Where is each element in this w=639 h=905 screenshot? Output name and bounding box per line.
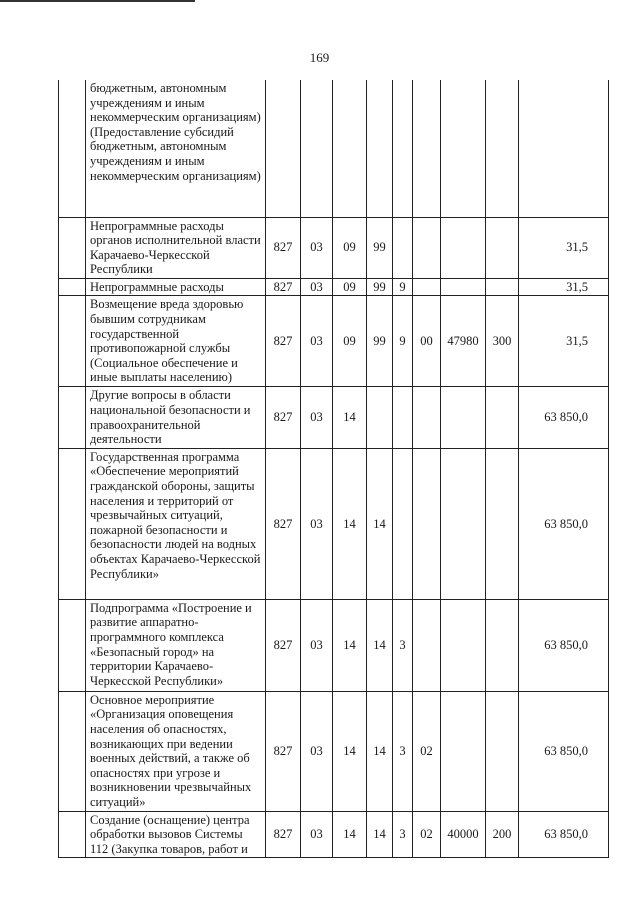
expense-type-cell bbox=[486, 80, 519, 217]
subprogram-code-cell bbox=[393, 217, 413, 278]
expense-type-cell bbox=[486, 217, 519, 278]
program-code-cell: 99 bbox=[367, 278, 393, 296]
amount-cell: 63 850,0 bbox=[519, 599, 609, 691]
direction-code-cell bbox=[441, 448, 486, 599]
subsection-code-cell bbox=[333, 80, 367, 217]
event-code-cell bbox=[413, 278, 441, 296]
table-row bbox=[59, 448, 609, 599]
expense-type-cell bbox=[486, 387, 519, 448]
top-rule bbox=[0, 0, 195, 2]
table-row bbox=[59, 278, 609, 296]
direction-code-cell: 40000 bbox=[441, 811, 486, 858]
section-code-cell: 03 bbox=[301, 217, 333, 278]
section-code-cell: 03 bbox=[301, 296, 333, 387]
row-number-cell bbox=[59, 387, 86, 448]
ministry-code-cell: 827 bbox=[266, 278, 301, 296]
section-code-cell: 03 bbox=[301, 691, 333, 811]
program-code-cell bbox=[367, 80, 393, 217]
ministry-code-cell: 827 bbox=[266, 296, 301, 387]
amount-cell: 63 850,0 bbox=[519, 691, 609, 811]
subsection-code-cell: 09 bbox=[333, 296, 367, 387]
amount-cell bbox=[519, 80, 609, 217]
subsection-code-cell: 14 bbox=[333, 448, 367, 599]
table-row bbox=[59, 811, 609, 858]
expense-type-cell bbox=[486, 278, 519, 296]
ministry-code-cell: 827 bbox=[266, 599, 301, 691]
amount-cell: 31,5 bbox=[519, 296, 609, 387]
direction-code-cell: 47980 bbox=[441, 296, 486, 387]
section-code-cell: 03 bbox=[301, 448, 333, 599]
expense-type-cell bbox=[486, 448, 519, 599]
event-code-cell: 00 bbox=[413, 296, 441, 387]
program-code-cell: 14 bbox=[367, 599, 393, 691]
subsection-code-cell: 14 bbox=[333, 811, 367, 858]
direction-code-cell bbox=[441, 599, 486, 691]
amount-cell: 31,5 bbox=[519, 278, 609, 296]
event-code-cell: 02 bbox=[413, 811, 441, 858]
program-code-cell: 99 bbox=[367, 296, 393, 387]
program-code-cell: 14 bbox=[367, 691, 393, 811]
direction-code-cell bbox=[441, 387, 486, 448]
budget-table bbox=[58, 80, 609, 858]
page-number: 169 bbox=[309, 50, 330, 65]
ministry-code-cell bbox=[266, 80, 301, 217]
section-code-cell: 03 bbox=[301, 599, 333, 691]
subprogram-code-cell: 3 bbox=[393, 811, 413, 858]
event-code-cell bbox=[413, 448, 441, 599]
row-number-cell bbox=[59, 599, 86, 691]
direction-code-cell bbox=[441, 217, 486, 278]
subprogram-code-cell bbox=[393, 80, 413, 217]
table-row bbox=[59, 691, 609, 811]
section-code-cell bbox=[301, 80, 333, 217]
expense-name-cell: Возмещение вреда здоровью бывшим сотрудникам государственной противопожарной службы (Социальное обеспечение и иные выплаты населению) bbox=[86, 296, 266, 387]
event-code-cell bbox=[413, 80, 441, 217]
expense-type-cell: 200 bbox=[486, 811, 519, 858]
expense-name-cell: Создание (оснащение) центра обработки вызовов Системы 112 (Закупка товаров, работ и bbox=[86, 811, 266, 858]
ministry-code-cell: 827 bbox=[266, 811, 301, 858]
program-code-cell: 14 bbox=[367, 448, 393, 599]
row-number-cell bbox=[59, 80, 86, 217]
expense-type-cell bbox=[486, 691, 519, 811]
row-number-cell bbox=[59, 691, 86, 811]
ministry-code-cell: 827 bbox=[266, 217, 301, 278]
table-row bbox=[59, 599, 609, 691]
expense-type-cell: 300 bbox=[486, 296, 519, 387]
expense-type-cell bbox=[486, 599, 519, 691]
subprogram-code-cell bbox=[393, 448, 413, 599]
section-code-cell: 03 bbox=[301, 811, 333, 858]
row-number-cell bbox=[59, 278, 86, 296]
event-code-cell bbox=[413, 217, 441, 278]
direction-code-cell bbox=[441, 80, 486, 217]
table-row bbox=[59, 296, 609, 387]
row-number-cell bbox=[59, 296, 86, 387]
expense-name-cell: бюджетным, автономным учреждениям и иным некоммерческим организациям) (Предоставление субсидий бюджетным, автономным учреждениям и иным некоммерческим организациям) bbox=[86, 80, 266, 217]
subprogram-code-cell bbox=[393, 387, 413, 448]
expense-name-cell: Подпрограмма «Построение и развитие аппаратно-программного комплекса «Безопасный город» на территории Карачаево-Черкесской Республики» bbox=[86, 599, 266, 691]
amount-cell: 63 850,0 bbox=[519, 811, 609, 858]
subsection-code-cell: 14 bbox=[333, 599, 367, 691]
subprogram-code-cell: 3 bbox=[393, 599, 413, 691]
ministry-code-cell: 827 bbox=[266, 691, 301, 811]
section-code-cell: 03 bbox=[301, 278, 333, 296]
section-code-cell: 03 bbox=[301, 387, 333, 448]
amount-cell: 31,5 bbox=[519, 217, 609, 278]
subprogram-code-cell: 3 bbox=[393, 691, 413, 811]
ministry-code-cell: 827 bbox=[266, 387, 301, 448]
amount-cell: 63 850,0 bbox=[519, 387, 609, 448]
expense-name-cell: Непрограммные расходы органов исполнительной власти Карачаево-Черкесской Республики bbox=[86, 217, 266, 278]
subprogram-code-cell: 9 bbox=[393, 296, 413, 387]
subsection-code-cell: 09 bbox=[333, 278, 367, 296]
direction-code-cell bbox=[441, 691, 486, 811]
subsection-code-cell: 14 bbox=[333, 387, 367, 448]
subsection-code-cell: 14 bbox=[333, 691, 367, 811]
row-number-cell bbox=[59, 217, 86, 278]
amount-cell: 63 850,0 bbox=[519, 448, 609, 599]
program-code-cell bbox=[367, 387, 393, 448]
expense-name-cell: Государственная программа «Обеспечение мероприятий гражданской обороны, защиты населения и территорий от чрезвычайных ситуаций, пожарной безопасности и безопасности людей на водных объектах Карачаево-Черкесской Республики» bbox=[86, 448, 266, 599]
table-row bbox=[59, 80, 609, 217]
expense-name-cell: Другие вопросы в области национальной безопасности и правоохранительной деятельности bbox=[86, 387, 266, 448]
table-row bbox=[59, 387, 609, 448]
event-code-cell bbox=[413, 599, 441, 691]
program-code-cell: 99 bbox=[367, 217, 393, 278]
direction-code-cell bbox=[441, 278, 486, 296]
expense-name-cell: Основное мероприятие «Организация оповещения населения об опасностях, возникающих при ведении военных действий, а также об опасностях при угрозе и возникновении чрезвычайных ситуаций» bbox=[86, 691, 266, 811]
event-code-cell: 02 bbox=[413, 691, 441, 811]
ministry-code-cell: 827 bbox=[266, 448, 301, 599]
subprogram-code-cell: 9 bbox=[393, 278, 413, 296]
event-code-cell bbox=[413, 387, 441, 448]
table-row bbox=[59, 217, 609, 278]
row-number-cell bbox=[59, 811, 86, 858]
row-number-cell bbox=[59, 448, 86, 599]
program-code-cell: 14 bbox=[367, 811, 393, 858]
expense-name-cell: Непрограммные расходы bbox=[86, 278, 266, 296]
subsection-code-cell: 09 bbox=[333, 217, 367, 278]
